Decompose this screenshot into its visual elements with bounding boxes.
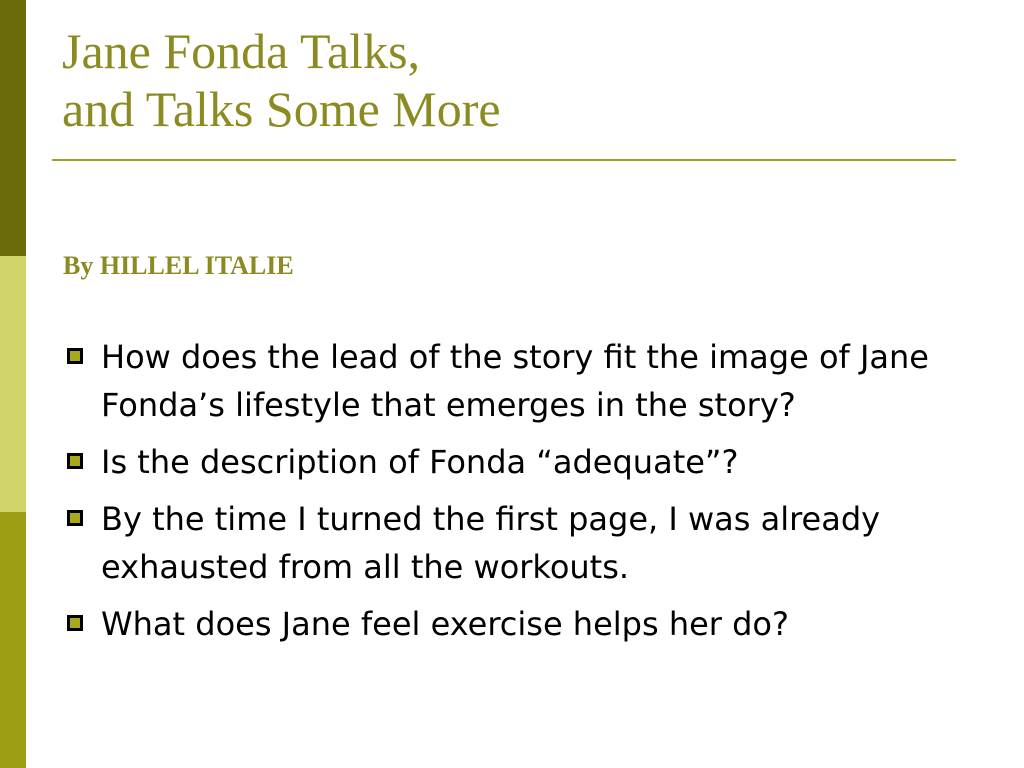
- bullet-text: What does Jane feel exercise helps her do?: [101, 605, 789, 643]
- square-bullet-icon: [67, 615, 83, 631]
- bullet-text: Is the description of Fonda “adequate”?: [101, 443, 739, 481]
- bullet-item: [64, 438, 964, 486]
- square-bullet-icon: [67, 453, 83, 469]
- bullet-item: [64, 600, 964, 648]
- square-bullet-icon: [67, 348, 83, 364]
- bullet-text: How does the lead of the story fit the image of Jane Fonda’s lifestyle that emerges in the story?: [101, 338, 929, 424]
- slide-title: [62, 22, 501, 138]
- slide-title-line-1: Jane Fonda Talks,: [62, 23, 421, 79]
- bullet-text: By the time I turned the first page, I was already exhausted from all the workouts.: [101, 500, 881, 586]
- side-bar-top: [0, 0, 26, 256]
- byline: By HILLEL ITALIE: [63, 251, 294, 280]
- slide-title-line-2: and Talks Some More: [62, 81, 501, 137]
- bullet-list: [64, 333, 964, 657]
- bullet-item: [64, 495, 964, 591]
- bullet-item: [64, 333, 964, 429]
- side-bar-middle: [0, 256, 26, 512]
- title-underline: [52, 159, 956, 161]
- square-bullet-icon: [67, 510, 83, 526]
- side-bar-bottom: [0, 512, 26, 768]
